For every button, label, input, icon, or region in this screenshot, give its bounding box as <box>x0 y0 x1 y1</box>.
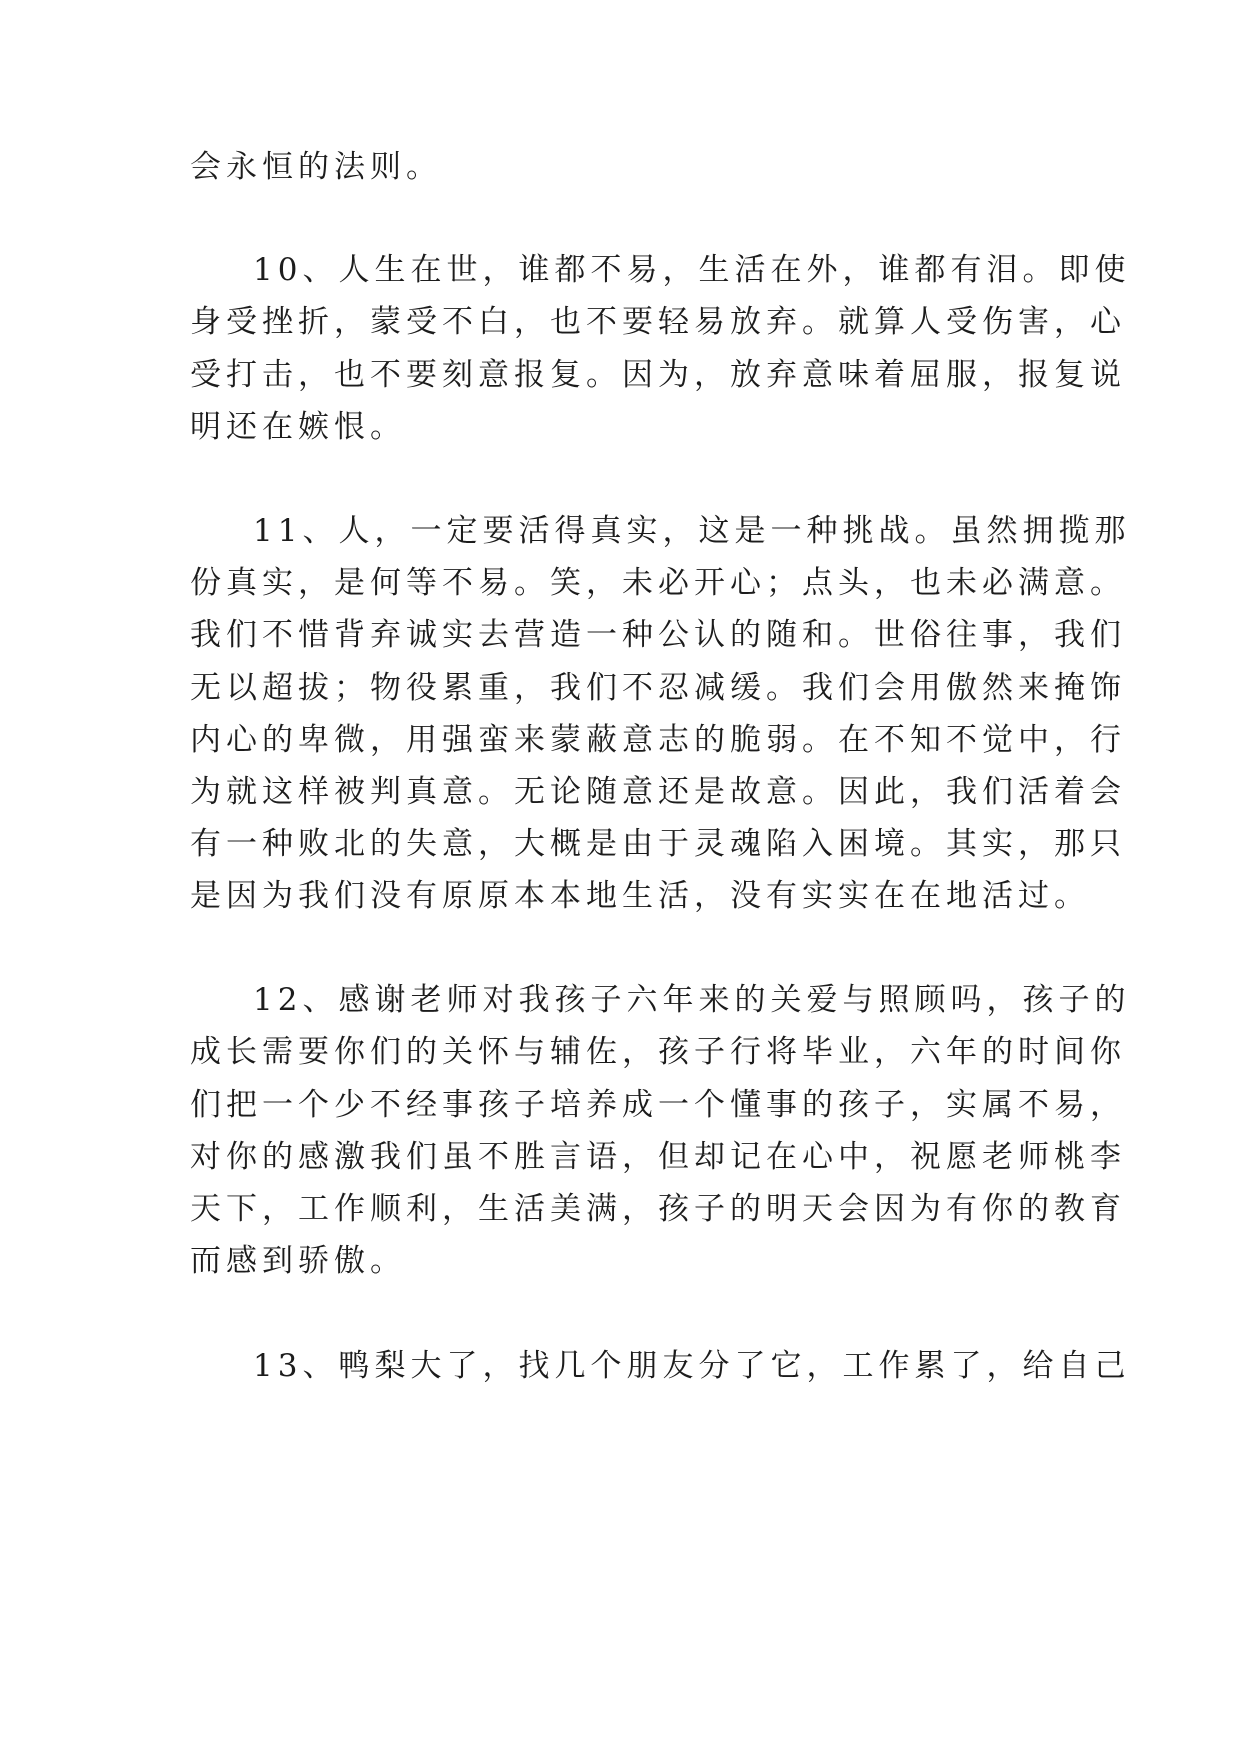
text-line: 身受挫折，蒙受不白，也不要轻易放弃。就算人受伤害，心 <box>190 304 1126 340</box>
text-line: 对你的感激我们虽不胜言语，但却记在心中，祝愿老师桃李 <box>190 1139 1126 1175</box>
text-line: 内心的卑微，用强蛮来蒙蔽意志的脆弱。在不知不觉中，行 <box>190 722 1126 758</box>
text-line: 12、感谢老师对我孩子六年来的关爱与照顾吗，孩子的 <box>253 982 1131 1018</box>
text-line: 受打击，也不要刻意报复。因为，放弃意味着屈服，报复说 <box>190 357 1126 393</box>
text-line: 而感到骄傲。 <box>190 1243 406 1279</box>
text-line: 11、人，一定要活得真实，这是一种挑战。虽然拥揽那 <box>253 513 1131 549</box>
text-line: 们把一个少不经事孩子培养成一个懂事的孩子，实属不易， <box>190 1087 1126 1123</box>
text-line: 成长需要你们的关怀与辅佐，孩子行将毕业，六年的时间你 <box>190 1034 1126 1070</box>
text-line: 天下，工作顺利，生活美满，孩子的明天会因为有你的教育 <box>190 1191 1126 1227</box>
text-line: 13、鸭梨大了，找几个朋友分了它，工作累了，给自己 <box>253 1348 1131 1384</box>
text-line: 有一种败北的失意，大概是由于灵魂陷入困境。其实，那只 <box>190 826 1126 862</box>
text-line: 我们不惜背弃诚实去营造一种公认的随和。世俗往事，我们 <box>190 617 1126 653</box>
text-line: 是因为我们没有原原本本地生活，没有实实在在地活过。 <box>190 878 1090 914</box>
text-line: 10、人生在世，谁都不易，生活在外，谁都有泪。即使 <box>253 252 1131 288</box>
text-line: 明还在嫉恨。 <box>190 409 406 445</box>
text-line: 无以超拔；物役累重，我们不忍减缓。我们会用傲然来掩饰 <box>190 670 1126 706</box>
text-line: 会永恒的法则。 <box>190 149 442 185</box>
text-line: 为就这样被判真意。无论随意还是故意。因此，我们活着会 <box>190 774 1126 810</box>
text-line: 份真实，是何等不易。笑，未必开心；点头，也未必满意。 <box>190 565 1126 601</box>
